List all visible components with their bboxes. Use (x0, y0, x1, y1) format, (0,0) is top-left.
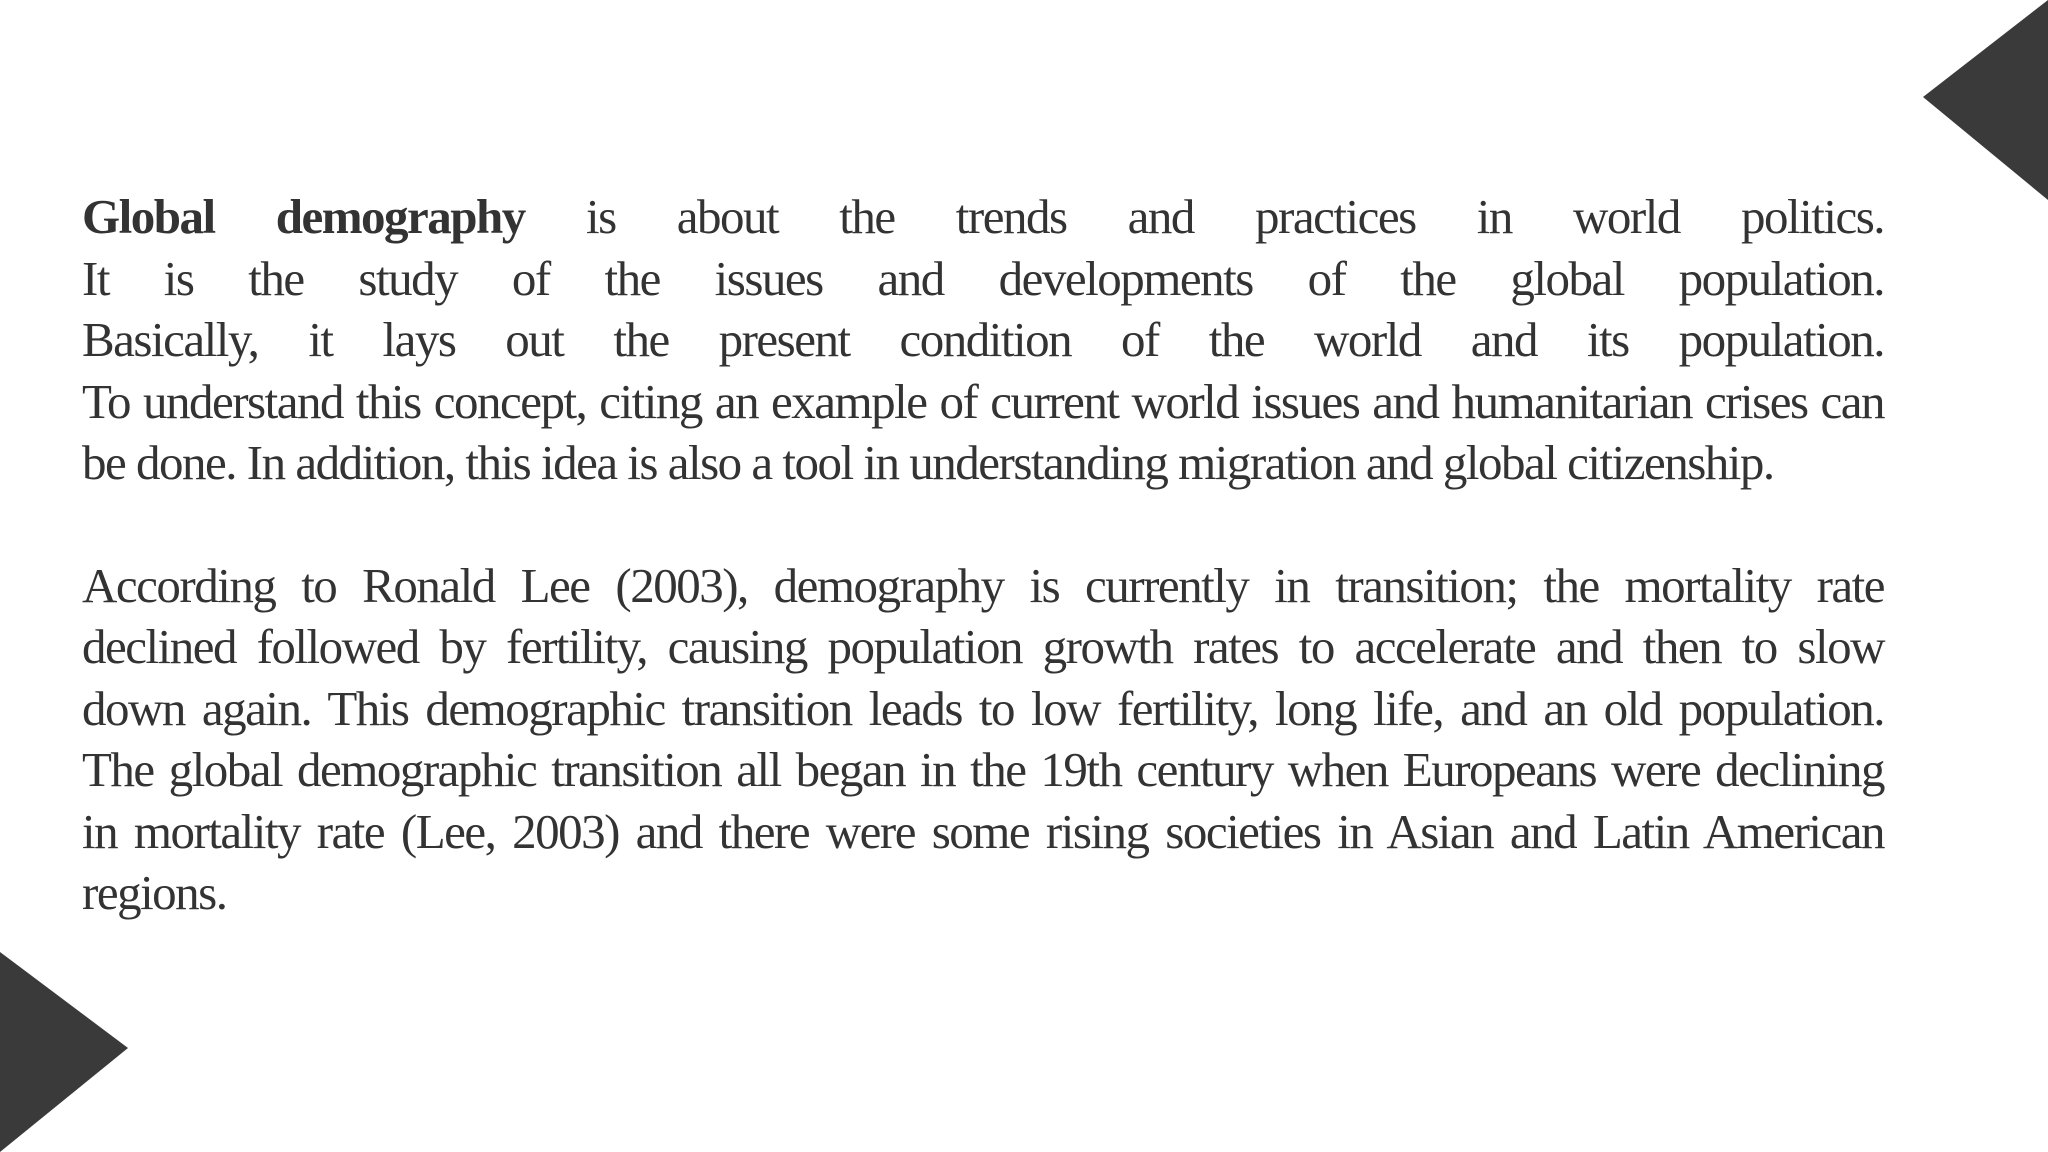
text-line: be done. In addition, this idea is also a tool in understanding migration and global citizenship. (82, 435, 1774, 490)
text-line: To understand this concept, citing an example of current world issues and humanitarian crises can (82, 373, 1884, 429)
bottom-left-corner-triangle (0, 952, 128, 1152)
text-span: is about the trends and practices in world politics. (585, 189, 1885, 244)
text-line (82, 186, 1884, 248)
key-term: Global demography (82, 189, 525, 244)
text-line: regions. (82, 865, 227, 920)
text-line: According to Ronald Lee (2003), demography is currently in transition; the mortality rate (82, 557, 1884, 613)
text-line: down again. This demographic transition leads to low fertility, long life, and an old population. (82, 680, 1884, 736)
text-line: declined followed by fertility, causing population growth rates to accelerate and then to slow (82, 619, 1884, 674)
text-line: The global demographic transition all began in the 19th century when Europeans were declining (82, 742, 1884, 797)
paragraph-transition (82, 555, 1884, 924)
top-right-corner-triangle (1923, 0, 2048, 200)
text-line: Basically, it lays out the present condition of the world and its population. (82, 312, 1884, 367)
paragraph-definition (82, 186, 1884, 494)
slide-body (82, 186, 1884, 924)
text-line: It is the study of the issues and developments of the global population. (82, 250, 1884, 306)
text-line: in mortality rate (Lee, 2003) and there were some rising societies in Asian and Latin American (82, 803, 1884, 859)
